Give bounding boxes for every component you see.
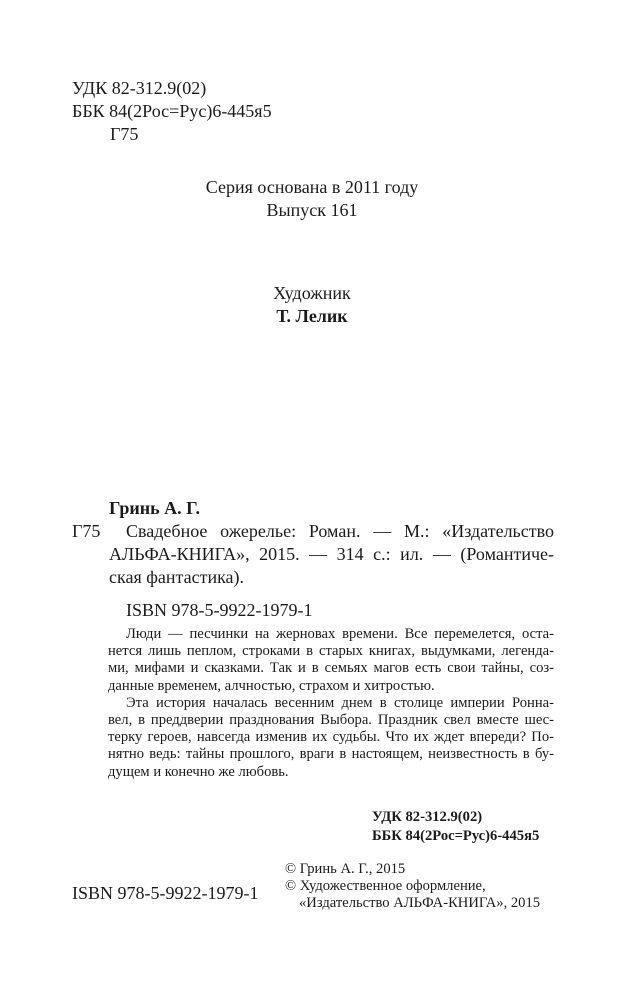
series-issue: Выпуск 161 — [266, 200, 358, 220]
bottom-isbn: ISBN 978-5-9922-1979-1 — [72, 883, 259, 903]
copyright-line: © Гринь А. Г., 2015 — [285, 861, 406, 877]
annotation-line: нятно ведь: тайны прошлого, враги в настоящем, неизвестность в бу- — [108, 746, 554, 763]
artist-name: Т. Лелик — [276, 306, 348, 326]
bbk-code: ББК 84(2Рос=Рус)6-445я5 — [72, 101, 272, 121]
annotation-line: терку героев, навсегда изменив их судьбы. Что их ждет впереди? По- — [108, 729, 554, 746]
bottom-bbk-code: ББК 84(2Рос=Рус)6-445я5 — [372, 828, 540, 844]
annotation-line: данные временем, алчностью, страхом и хитростью. — [108, 677, 435, 694]
catalog-description-line: ская фантастика). — [109, 567, 245, 587]
annotation — [108, 626, 554, 781]
series-founded: Серия основана в 2011 году — [205, 177, 419, 197]
artist-label: Художник — [273, 283, 351, 303]
catalog-description-line: АЛЬФА-КНИГА», 2015. — 314 с.: ил. — (Романтиче- — [109, 544, 554, 564]
copyright-line: «Издательство АЛЬФА-КНИГА», 2015 — [299, 895, 541, 911]
annotation-line: Эта история началась весенним днем в столице империи Ронна- — [126, 694, 554, 711]
udk-code: УДК 82-312.9(02) — [72, 78, 207, 98]
annotation-line: Люди — песчинки на жерновах времени. Все перемелется, оста- — [126, 626, 554, 642]
catalog-description-line: Свадебное ожерелье: Роман. — М.: «Издательство — [126, 521, 554, 541]
bottom-udk-code: УДК 82-312.9(02) — [372, 809, 483, 825]
annotation-line: нется лишь пеплом, строками в старых книгах, выдумками, легенда- — [108, 643, 554, 660]
copyright-line: © Художественное оформление, — [285, 878, 486, 894]
catalog-isbn: ISBN 978-5-9922-1979-1 — [126, 600, 313, 620]
annotation-line: дущем и конечно же любовь. — [108, 763, 289, 780]
catalog-author: Гринь А. Г. — [109, 498, 201, 518]
annotation-line: ми, мифами и сказками. Так и в семьях магов есть свои тайны, соз- — [108, 660, 554, 677]
catalog-mark: Г75 — [72, 521, 101, 541]
author-mark: Г75 — [110, 124, 139, 144]
copyright-block — [285, 861, 540, 912]
annotation-line: вел, в преддверии празднования Выбора. Праздник свел вместе шес- — [108, 711, 554, 728]
